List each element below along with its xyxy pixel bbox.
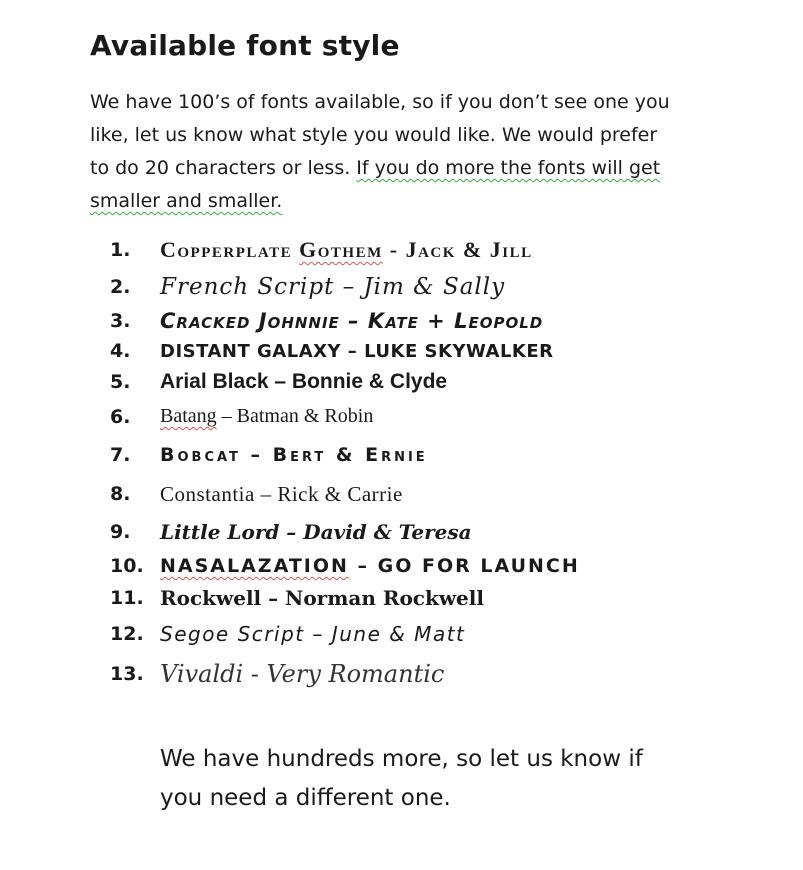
list-number: 6. — [110, 405, 131, 428]
intro-line — [90, 86, 763, 119]
list-number: 9. — [110, 520, 131, 543]
font-sample-text: DISTANT GALAXY – LUKE SKYWALKER — [160, 340, 554, 362]
spellcheck-flagged-word: Batang — [160, 405, 217, 427]
intro-text: to do 20 characters or less. — [90, 157, 357, 179]
font-sample-text: Rockwell – Norman Rockwell — [160, 586, 484, 610]
list-number: 11. — [110, 587, 144, 609]
font-list-item-cracked-johnnie — [90, 305, 763, 336]
font-list-item-nasalazation — [90, 550, 763, 582]
page-title: Available font style — [90, 29, 400, 62]
sample-suffix: - Jack & Jill — [382, 237, 533, 262]
spellcheck-flagged-word: NASALAZATION — [160, 555, 349, 577]
list-number: 8. — [110, 483, 131, 505]
font-sample-text: Vivaldi - Very Romantic — [160, 660, 445, 688]
font-list-item-segoe-script — [90, 614, 763, 654]
font-sample-text: French Script – Jim & Sally — [160, 273, 506, 300]
grammar-flagged-text: smaller and smaller. — [90, 190, 283, 212]
font-list-item-french-script — [90, 268, 763, 305]
intro-text: like, let us know what style you would like. We would prefer — [90, 124, 658, 146]
list-number: 5. — [110, 371, 131, 393]
font-list-item-constantia — [90, 475, 763, 513]
font-list-item-distant-galaxy — [90, 336, 763, 366]
font-sample-text — [160, 237, 533, 263]
intro-text: We have 100’s of fonts available, so if you don’t see one you — [90, 91, 670, 113]
closing-line: We have hundreds more, so let us know if — [160, 746, 643, 772]
list-number: 1. — [110, 239, 131, 261]
list-number: 4. — [110, 340, 131, 362]
font-sample-text — [160, 405, 373, 428]
font-list-item-rockwell — [90, 582, 763, 614]
intro-line — [90, 119, 763, 152]
sample-prefix: Copperplate — [160, 237, 300, 262]
list-number: 2. — [110, 275, 131, 298]
list-number: 12. — [110, 623, 144, 645]
font-list-item-batang — [90, 398, 763, 435]
closing-line: you need a different one. — [160, 785, 451, 811]
closing-paragraph — [160, 740, 763, 818]
intro-paragraph — [90, 86, 763, 218]
font-sample-text: Little Lord – David & Teresa — [160, 519, 472, 544]
list-number: 13. — [110, 663, 144, 685]
font-sample-text — [160, 555, 580, 577]
grammar-flagged-text: If you do more the fonts will get — [356, 157, 661, 179]
font-list-item-bobcat — [90, 435, 763, 475]
intro-line — [90, 152, 763, 185]
font-list-item-copperplate — [90, 232, 763, 268]
sample-suffix: – GO FOR LAUNCH — [348, 555, 580, 577]
font-list-item-arial-black — [90, 366, 763, 398]
intro-line — [90, 185, 763, 218]
font-list-item-vivaldi — [90, 654, 763, 694]
sample-suffix: – Batman & Robin — [216, 405, 374, 427]
font-list-item-little-lord — [90, 513, 763, 550]
font-list — [90, 232, 763, 694]
list-number: 7. — [110, 444, 131, 466]
list-number: 10. — [110, 555, 144, 577]
font-sample-text: Arial Black – Bonnie & Clyde — [160, 370, 448, 393]
font-sample-text: Segoe Script – June & Matt — [160, 622, 466, 646]
spellcheck-flagged-word: Gothem — [299, 237, 383, 262]
list-number: 3. — [110, 309, 131, 332]
font-sample-text: Bobcat – Bert & Ernie — [160, 444, 428, 466]
font-sample-text: Cracked Johnnie – Kate + Leopold — [160, 308, 544, 333]
font-sample-text: Constantia – Rick & Carrie — [160, 481, 403, 506]
